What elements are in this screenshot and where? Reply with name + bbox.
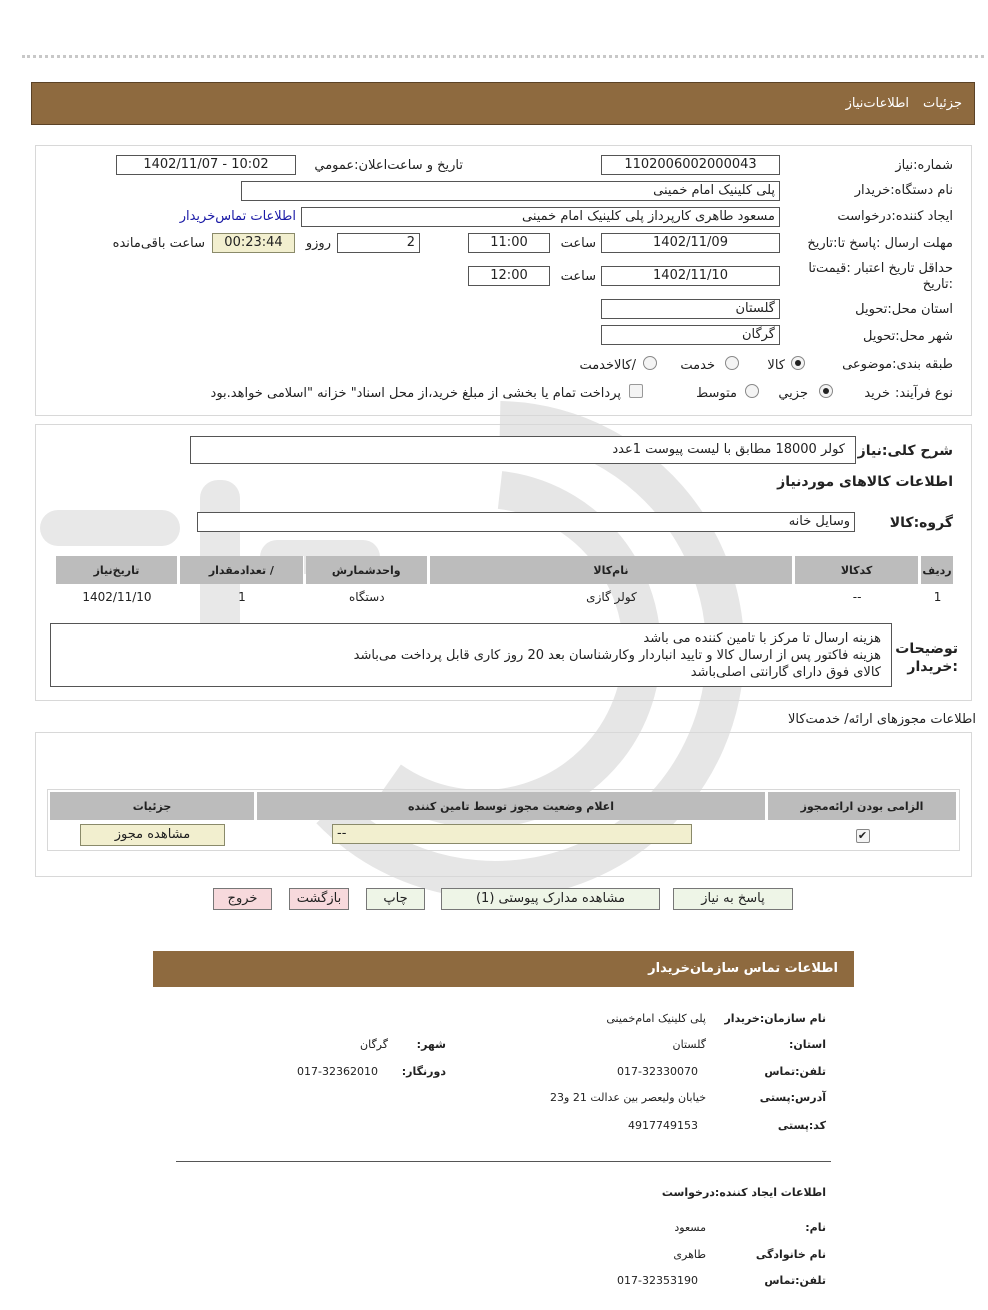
category-radio-both[interactable]	[643, 356, 657, 370]
reply-button[interactable]: پاسخ به نیاز	[673, 888, 793, 910]
category-option-service: خدمت	[680, 358, 715, 373]
validity-hour-label: ساعت	[560, 269, 596, 284]
validity-date-field: 1402/11/10	[601, 266, 780, 286]
need-number-label: شماره:نیاز	[895, 158, 953, 173]
validity-label	[783, 261, 953, 293]
col-permit-required: الزامی بودن ارائه‌مجوز	[768, 792, 957, 820]
cell-code: --	[852, 590, 862, 604]
view-permit-button[interactable]: مشاهده مجوز	[80, 824, 225, 846]
announce-label: تاریخ و ساعت‌اعلان:عمومي	[314, 158, 463, 173]
contact-city-value: گرگان	[360, 1038, 388, 1051]
contact-address-value: خیابان ولیعصر بین عدالت 21 و23	[550, 1091, 706, 1104]
process-label: نوع فرآیند:	[895, 386, 953, 401]
creator-name-value: مسعود	[674, 1221, 706, 1234]
category-option-both: /کالاخدمت	[579, 358, 636, 373]
table-row	[56, 586, 954, 608]
category-radio-goods[interactable]	[791, 356, 805, 370]
org-value: پلی کلینیک امام‌خمینی	[606, 1012, 706, 1025]
contact-phone-label: تلفن:تماس	[764, 1065, 826, 1078]
process-option-minor: جزيي	[778, 386, 808, 401]
deadline-date-field: 1402/11/09	[601, 233, 780, 253]
cell-unit: دستگاه	[348, 590, 385, 604]
contact-divider	[176, 1161, 831, 1162]
creator-field: مسعود طاهری کارپرداز پلی کلینیک امام خمینی	[301, 207, 780, 227]
buyer-notes-label-text: توضیحات :خریدار	[895, 641, 958, 675]
contact-fax-label: دورنگار:	[401, 1065, 446, 1078]
validity-label-text: حداقل تاریخ اعتبار :قیمت‌تا :تاریخ	[808, 261, 953, 292]
buyer-notes-field	[50, 623, 892, 687]
city-label: شهر محل:تحویل	[863, 329, 953, 344]
treasury-checkbox[interactable]	[629, 384, 643, 398]
contact-phone-value: 017-32330070	[617, 1065, 698, 1078]
process-radio-medium[interactable]	[745, 384, 759, 398]
deadline-time-field: 11:00	[468, 233, 550, 253]
creator-family-label: نام خانوادگی	[755, 1248, 826, 1261]
category-option-goods: کالا	[767, 358, 785, 373]
contact-city-label: شهر:	[416, 1038, 446, 1051]
buyer-field: پلی کلینیک امام خمینی	[241, 181, 780, 201]
permits-table-header	[50, 792, 957, 820]
permit-status-field[interactable]: --	[332, 824, 692, 844]
cell-date: 1402/11/10	[82, 590, 152, 604]
cell-qty: 1	[238, 590, 246, 604]
treasury-note: پرداخت تمام یا بخشی از مبلغ خرید،از محل اسناد" خزانه "اسلامی خواهد.بود	[210, 386, 621, 401]
buyer-contact-link[interactable]: اطلاعات تماس‌خریدار	[179, 209, 296, 224]
col-date: تاریخ‌نیاز	[56, 556, 178, 584]
contact-province-label: استان:	[789, 1038, 826, 1051]
contact-postal-value: 4917749153	[628, 1119, 698, 1132]
remaining-label: ساعت باقی‌مانده	[112, 236, 205, 251]
creator-section-title: اطلاعات ایجاد کننده:درخواست	[661, 1186, 826, 1199]
buyer-note-line-3: کالای فوق دارای گارانتی اصلی‌باشد	[690, 665, 881, 680]
category-label: طبقه بندی:موضوعی	[842, 357, 953, 372]
description-label: شرح کلی:نیاز	[857, 443, 953, 459]
check-icon: ✔	[856, 829, 870, 843]
top-divider	[22, 55, 984, 58]
contact-address-label: آدرس:پستی	[759, 1091, 826, 1104]
creator-label: ایجاد کننده:درخواست	[837, 209, 953, 224]
col-permit-status: اعلام وضعیت مجوز توسط تامین کننده	[257, 792, 766, 820]
header-title: جزئیات	[923, 96, 962, 111]
goods-section-title: اطلاعات کالاهای موردنیاز	[777, 474, 953, 490]
contact-province-value: گلستان	[672, 1038, 706, 1051]
deadline-hour-label: ساعت	[560, 236, 596, 251]
contact-postal-label: کد:پستی	[777, 1119, 826, 1132]
category-radio-service[interactable]	[725, 356, 739, 370]
permit-required-cell	[768, 822, 957, 848]
creator-family-value: طاهری	[673, 1248, 706, 1261]
col-row: ردیف	[921, 556, 954, 584]
process-radio-minor[interactable]	[819, 384, 833, 398]
validity-time-field: 12:00	[468, 266, 550, 286]
col-code: کدکالا	[795, 556, 919, 584]
days-field: 2	[337, 233, 420, 253]
days-label: روزو	[305, 236, 331, 251]
group-field: وسایل خانه	[197, 512, 855, 532]
goods-table-header	[56, 556, 954, 584]
cell-row: 1	[933, 590, 942, 604]
col-permit-details: جزئیات	[50, 792, 255, 820]
announce-field: 1402/11/07 - 10:02	[116, 155, 296, 175]
print-button[interactable]: چاپ	[366, 888, 425, 910]
goods-table	[54, 554, 956, 610]
process-buy: خرید	[864, 386, 890, 401]
buyer-note-line-1: هزینه ارسال تا مرکز با تامین کننده می باشد	[643, 631, 881, 646]
creator-phone-value: 017-32353190	[617, 1274, 698, 1287]
buyer-notes-label	[895, 640, 958, 676]
permits-title: اطلاعات مجوزهای ارائه/ خدمت‌کالا	[787, 712, 976, 727]
details-header-bar	[31, 82, 975, 125]
col-unit: واحدشمارش	[306, 556, 428, 584]
province-field: گلستان	[601, 299, 780, 319]
buyer-note-line-2: هزینه فاکتور پس از ارسال کالا و تایید انباردار وکارشناسان بعد 20 روز کاری قابل پرداخت می‌باشد	[353, 648, 881, 663]
description-field: کولر 18000 مطابق با لیست پیوست 1عدد	[190, 436, 856, 464]
city-field: گرگان	[601, 325, 780, 345]
creator-phone-label: تلفن:تماس	[764, 1274, 826, 1287]
back-button[interactable]: بازگشت	[289, 888, 349, 910]
remaining-timer: 00:23:44	[212, 233, 295, 253]
group-label: گروه:کالا	[889, 515, 953, 531]
province-label: استان محل:تحویل	[855, 302, 953, 317]
col-name: نام‌کالا	[430, 556, 793, 584]
creator-name-label: نام:	[805, 1221, 826, 1234]
exit-button[interactable]: خروج	[213, 888, 272, 910]
buyer-label: نام دستگاه:خریدار	[854, 183, 953, 198]
need-number-field: 1102006002000043	[601, 155, 780, 175]
deadline-label: مهلت ارسال :پاسخ تا:تاریخ	[807, 236, 953, 251]
process-option-medium: متوسط	[696, 386, 737, 401]
col-qty: / تعدادمقدار	[180, 556, 304, 584]
attachments-button[interactable]: مشاهده مدارک پیوستی (1)	[441, 888, 660, 910]
header-subtitle: اطلاعات‌نیاز	[845, 96, 910, 111]
cell-name: کولر گازی	[586, 590, 637, 604]
contact-section-bar: اطلاعات تماس سازمان‌خریدار	[153, 951, 854, 987]
org-label: نام سازمان:خریدار	[724, 1012, 826, 1025]
contact-fax-value: 017-32362010	[297, 1065, 378, 1078]
